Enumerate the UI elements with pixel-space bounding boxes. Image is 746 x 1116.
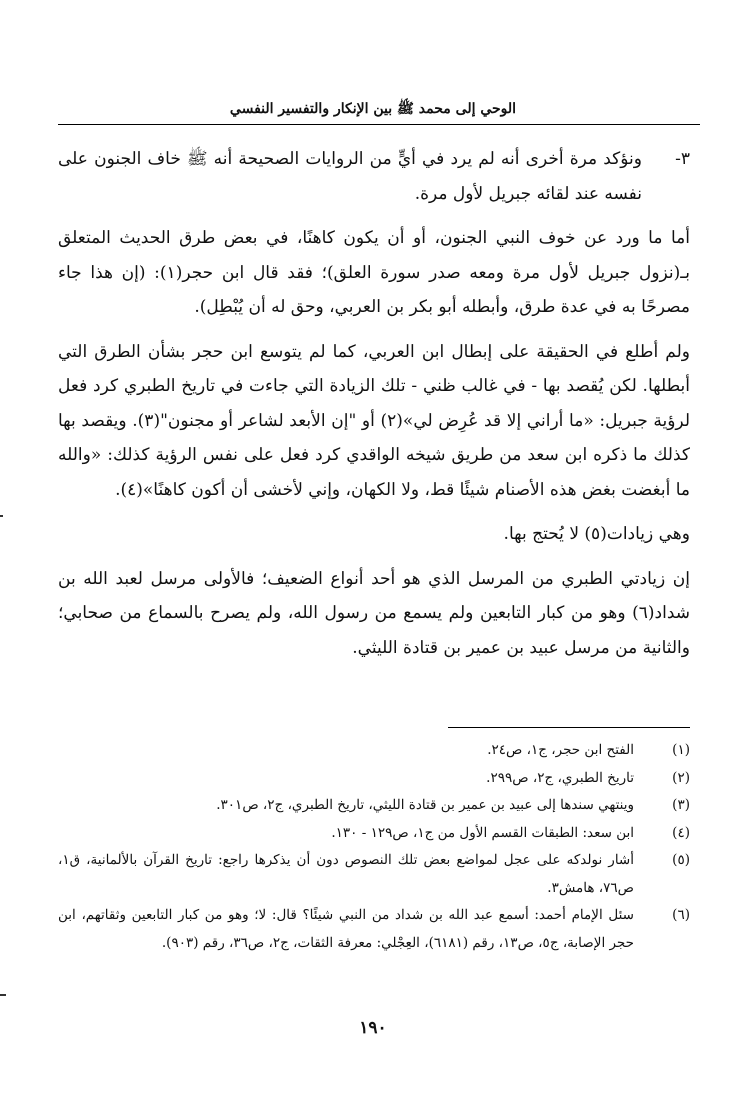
footnote-text: ابن سعد: الطبقات القسم الأول من ج١، ص١٢٩ - ١٣٠.: [331, 824, 634, 841]
header-rule: [58, 124, 700, 125]
footnote-number: (٤): [672, 824, 690, 841]
paragraph-number: ٣-: [675, 149, 690, 169]
footnote: [58, 847, 690, 902]
footnote-number: (٢): [672, 769, 690, 786]
footnote-number: (٣): [672, 797, 690, 813]
footnote-text: الفتح ابن حجر، ج١، ص٢٤.: [487, 742, 634, 758]
footnote-text: وينتهي سندها إلى عبيد بن عمير بن قتادة الليثي، تاريخ الطبري، ج٢، ص٣٠١.: [216, 797, 634, 813]
footnote: [58, 820, 690, 848]
footnote: [58, 792, 690, 820]
scan-mark: [0, 515, 3, 517]
paragraph: وهي زيادات(٥) لا يُحتج بها.: [503, 524, 690, 544]
scan-mark: [0, 994, 6, 996]
page-number: ١٩٠: [359, 1018, 387, 1038]
numbered-paragraph: [58, 142, 690, 211]
footnote-number: (١): [672, 742, 690, 758]
footnote: [58, 737, 690, 765]
footnotes: [58, 737, 690, 957]
footnote-text: سئل الإمام أحمد: أسمع عبد الله بن شداد من النبي شيئًا؟ قال: لا؛ وهو من كبار التابعين وثقاتهم، ابن حجر الإصابة، ج٥، ص١٣، رقم (٦١٨١)، العِجْلي: معرفة الثقات، ج٢، ص٣٦، رقم (٩٠٣).: [58, 907, 634, 951]
main-text: [58, 142, 690, 675]
footnote-number: (٦): [672, 907, 690, 923]
running-header: الوحي إلى محمد ﷺ بين الإنكار والتفسير النفسي: [229, 101, 517, 117]
footnote: [58, 765, 690, 793]
footnote-text: أشار نولدكه على عجل لمواضع بعض تلك النصوص دون أن يذكرها راجع: تاريخ القرآن بالألمانية، ق١، ص٧٦، هامش٣.: [58, 852, 634, 896]
footnote-text: تاريخ الطبري، ج٢، ص٢٩٩.: [486, 769, 634, 786]
paragraph: ولم أطلع في الحقيقة على إبطال ابن العربي، كما لم يتوسع ابن حجر بشأن الطرق التي أبطلها. لكن يُقصد بها - في غالب ظني - تلك الزيادة التي جاءت في تاريخ الطبري كرد فعل لرؤية جبريل: «ما أراني إلا قد عُرِض لي»(٢) أو "إن الأبعد لشاعر أو مجنون"(٣). ويقصد بها كذلك ما ذكره ابن سعد من طريق شيخه الواقدي كرد فعل على نفس الرؤية كذلك: «والله ما أبغضت بغض هذه الأصنام شيئًا قط، ولا الكهان، وإني لأخشى أن أكون كاهنًا»(٤).: [58, 341, 690, 500]
paragraph: إن زيادتي الطبري من المرسل الذي هو أحد أنواع الضعيف؛ فالأولى مرسل لعبد الله بن شداد(٦) وهو من كبار التابعين ولم يسمع من رسول الله، ولم يصرح بالسماع من صحابي؛ والثانية من مرسل عبيد بن عمير بن قتادة الليثي.: [58, 568, 690, 658]
footnote: [58, 902, 690, 957]
paragraph: أما ما ورد عن خوف النبي الجنون، أو أن يكون كاهنًا، في بعض طرق الحديث المتعلق بـ(نزول جبريل لأول مرة ومعه صدر سورة العلق)؛ فقد قال ابن حجر(١): (إن هذا جاء مصرحًا به في عدة طرق، وأبطله أبو بكر بن العربي، وحق له أن يُبْطِل).: [58, 228, 690, 317]
footnote-number: (٥): [672, 852, 690, 868]
footnote-separator: [448, 727, 690, 728]
paragraph-text: ونؤكد مرة أخرى أنه لم يرد في أيٍّ من الروايات الصحيحة أنه ﷺ خاف الجنون على نفسه عند لقائه جبريل لأول مرة.: [58, 149, 642, 204]
